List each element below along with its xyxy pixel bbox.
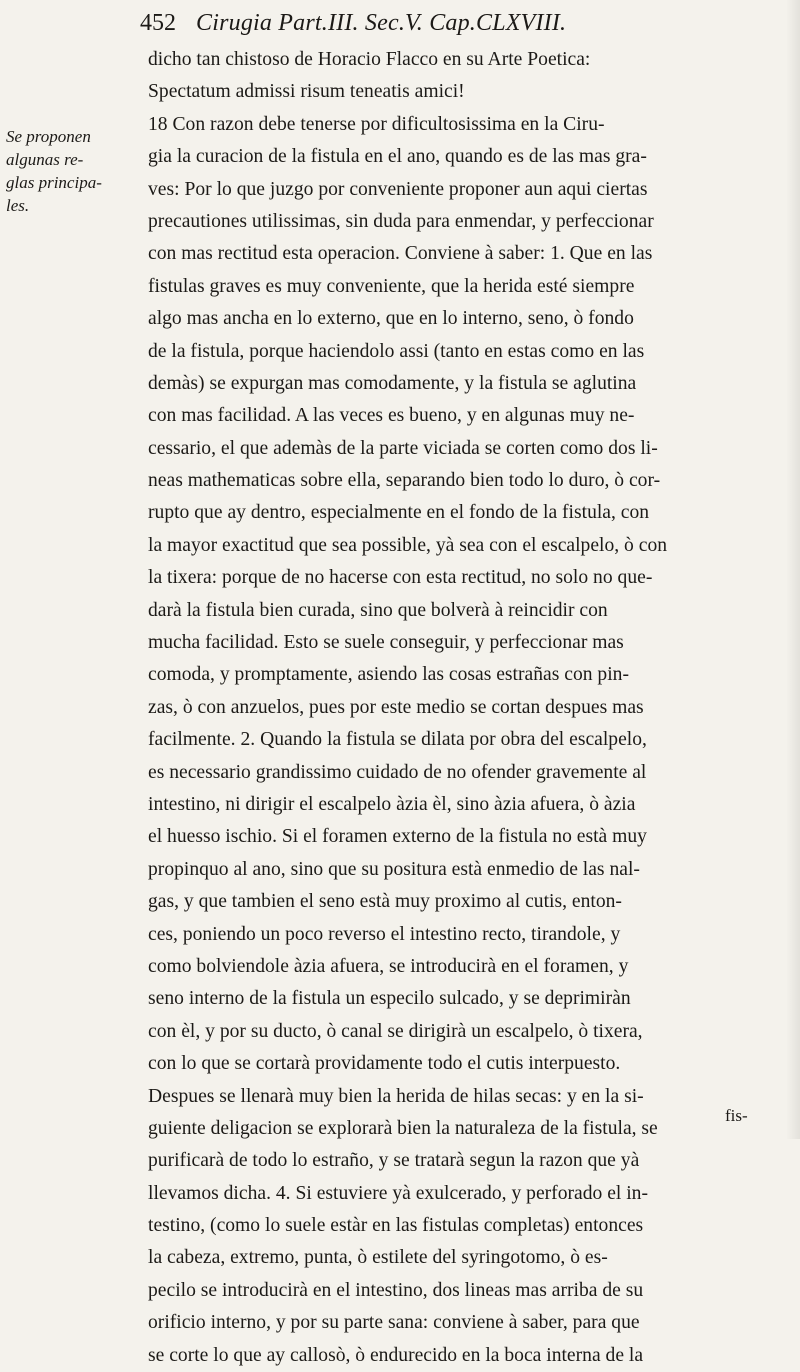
text-line: llevamos dicha. 4. Si estuviere yà exulcerado, y perforado el in- <box>148 1182 649 1204</box>
text-line: precautiones utilissimas, sin duda para enmendar, y perfeccionar <box>148 210 654 232</box>
text-line: 18 Con razon debe tenerse por dificultosissima en la Ciru- <box>148 113 605 135</box>
margin-note-line: Se proponen <box>6 127 91 146</box>
text-line: dicho tan chistoso de Horacio Flacco en su Arte Poetica: <box>148 49 591 70</box>
text-line: rupto que ay dentro, especialmente en el fondo de la fistula, con <box>148 502 650 524</box>
text-line: con mas facilidad. A las veces es bueno, y en algunas muy ne- <box>148 405 635 427</box>
text-line: es necessario grandissimo cuidado de no ofender gravemente al <box>148 761 647 783</box>
margin-note <box>6 125 126 217</box>
text-line: el huesso ischio. Si el foramen externo de la fistula no està muy <box>148 826 647 848</box>
text-line: se corte lo que ay callosò, ò endurecido en la boca interna de la <box>148 1344 644 1366</box>
page-header <box>140 10 780 44</box>
text-line: con èl, y por su ducto, ò canal se dirigirà un escalpelo, ò tixera, <box>148 1020 643 1042</box>
page-number: 452 <box>140 10 176 36</box>
margin-note-line: glas principa- <box>6 173 102 192</box>
running-title: Cirugia Part.III. Sec.V. Cap.CLXVIII. <box>196 10 567 36</box>
text-line: purificarà de todo lo estraño, y se tratarà segun la razon que yà <box>148 1150 640 1172</box>
text-line: Despues se llenarà muy bien la herida de hilas secas: y en la si- <box>148 1085 644 1107</box>
text-line: ves: Por lo que juzgo por conveniente proponer aun aqui ciertas <box>148 178 648 200</box>
text-line: pecilo se introducirà en el intestino, dos lineas mas arriba de su <box>148 1279 644 1301</box>
text-line: zas, ò con anzuelos, pues por este medio se cortan despues mas <box>148 696 644 718</box>
text-line: con mas rectitud esta operacion. Conviene à saber: 1. Que en las <box>148 243 653 265</box>
text-line: algo mas ancha en lo externo, que en lo interno, seno, ò fondo <box>148 308 634 330</box>
text-line: propinquo al ano, sino que su positura està enmedio de las nal- <box>148 858 640 880</box>
text-line: seno interno de la fistula un especilo sulcado, y se deprimiràn <box>148 988 631 1010</box>
text-line: gia la curacion de la fistula en el ano, quando es de las mas gra- <box>148 146 647 168</box>
catchword: fis- <box>725 1106 748 1125</box>
text-line: ces, poniendo un poco reverso el intestino recto, tirandole, y <box>148 923 621 945</box>
text-line: Spectatum admissi risum teneatis amici! <box>148 81 465 103</box>
text-line: comoda, y promptamente, asiendo las cosas estrañas con pin- <box>148 664 629 686</box>
text-line: darà la fistula bien curada, sino que bolverà à reincidir con <box>148 599 608 621</box>
margin-note-line: les. <box>6 196 30 215</box>
margin-note-line: algunas re- <box>6 150 84 169</box>
page-edge-shadow <box>786 0 800 1139</box>
text-line: testino, (como lo suele estàr en las fistulas completas) entonces <box>148 1215 644 1237</box>
text-line: intestino, ni dirigir el escalpelo àzia èl, sino àzia afuera, ò àzia <box>148 793 636 815</box>
text-line: la mayor exactitud que sea possible, yà sea con el escalpelo, ò con <box>148 534 668 556</box>
text-line: mucha facilidad. Esto se suele conseguir, y perfeccionar mas <box>148 632 624 654</box>
text-line: cessario, el que ademàs de la parte viciada se corten como dos li- <box>148 437 658 459</box>
text-line: orificio interno, y por su parte sana: conviene à saber, para que <box>148 1312 640 1334</box>
text-line: la tixera: porque de no hacerse con esta rectitud, no solo no que- <box>148 567 653 589</box>
text-line: facilmente. 2. Quando la fistula se dilata por obra del escalpelo, <box>148 729 647 751</box>
text-line: la cabeza, extremo, punta, ò estilete del syringotomo, ò es- <box>148 1247 608 1269</box>
text-line: de la fistula, porque haciendolo assi (tanto en estas como en las <box>148 340 645 362</box>
text-line: guiente deligacion se explorarà bien la naturaleza de la fistula, se <box>148 1117 658 1139</box>
text-line: fistulas graves es muy conveniente, que la herida esté siempre <box>148 275 635 297</box>
text-line: con lo que se cortarà providamente todo el cutis interpuesto. <box>148 1053 621 1075</box>
text-line: gas, y que tambien el seno està muy proximo al cutis, enton- <box>148 891 622 913</box>
text-line: como bolviendole àzia afuera, se introducirà en el foramen, y <box>148 955 629 977</box>
body-text <box>148 44 778 1372</box>
text-line: demàs) se expurgan mas comodamente, y la fistula se aglutina <box>148 372 637 394</box>
text-line: neas mathematicas sobre ella, separando bien todo lo duro, ò cor- <box>148 470 661 492</box>
